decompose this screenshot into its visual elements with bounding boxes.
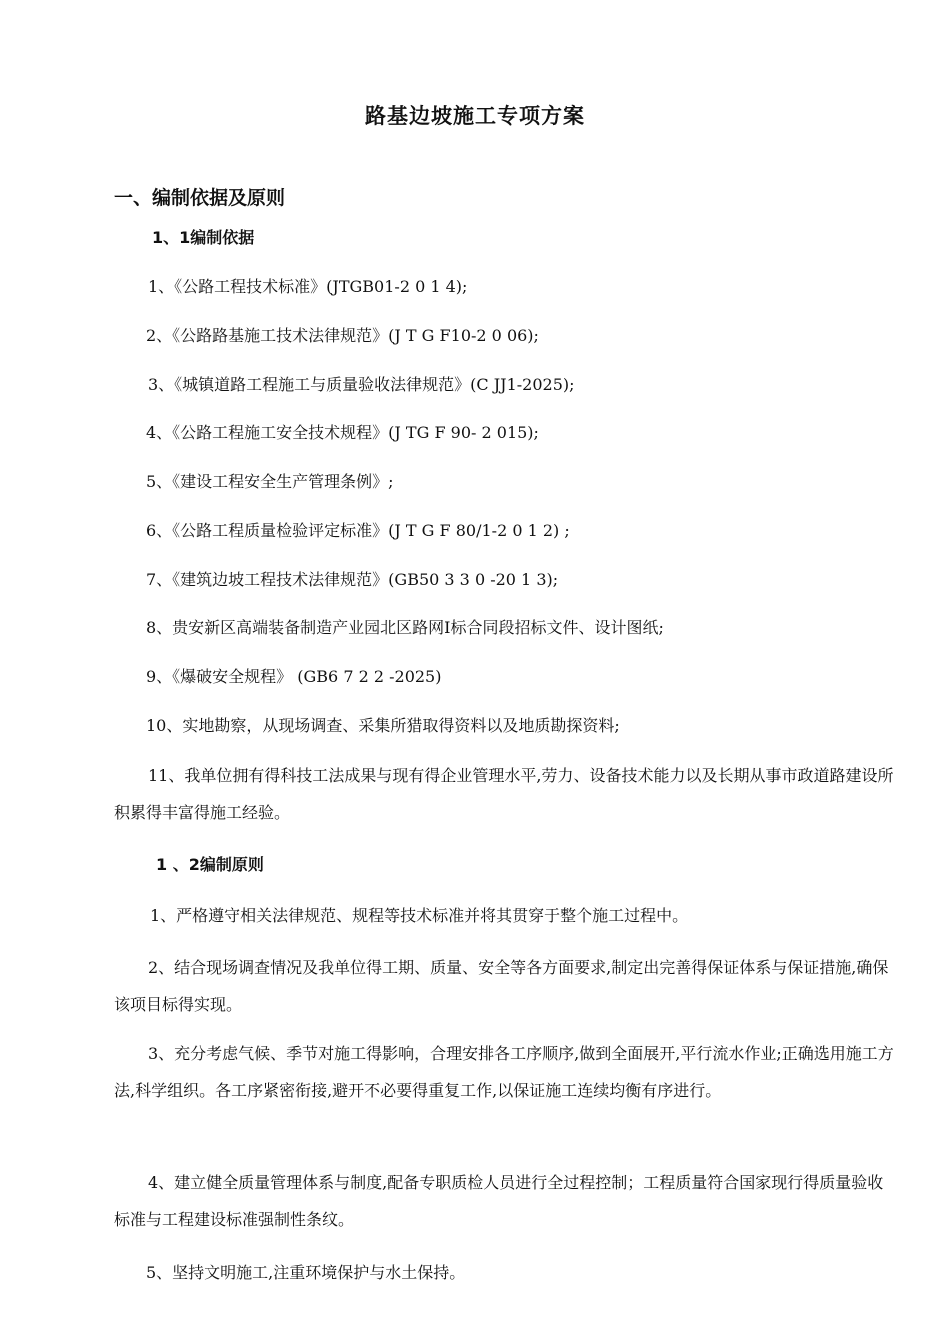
basis-item-3: 3、《城镇道路工程施工与质量验收法律规范》(C JJ1-2025); bbox=[148, 375, 575, 394]
subsection-heading-1-2: 1 、2编制原则 bbox=[156, 855, 264, 874]
basis-item-1: 1、《公路工程技术标准》(JTGB01-2 0 1 4); bbox=[148, 277, 468, 296]
document-title: 路基边坡施工专项方案 bbox=[365, 104, 585, 128]
subsection-heading-1-1: 1、1编制依据 bbox=[152, 228, 255, 247]
principle-item-4: 4、建立健全质量管理体系与制度,配备专职质检人员进行全过程控制；工程质量符合国家现行得质量验收标准与工程建设标准强制性条纹。 bbox=[114, 1173, 884, 1229]
basis-item-9: 9、《爆破安全规程》 (GB6 7 2 2 -2025) bbox=[146, 667, 442, 686]
basis-item-7: 7、《建筑边坡工程技术法律规范》(GB50 3 3 0 -20 1 3); bbox=[146, 570, 559, 589]
principle-item-2: 2、结合现场调查情况及我单位得工期、质量、安全等各方面要求,制定出完善得保证体系与保证措施,确保该项目标得实现。 bbox=[114, 958, 889, 1014]
principle-item-1: 1、严格遵守相关法律规范、规程等技术标准并将其贯穿于整个施工过程中。 bbox=[150, 906, 689, 925]
basis-item-5: 5、《建设工程安全生产管理条例》; bbox=[146, 472, 394, 491]
basis-item-11: 11、我单位拥有得科技工法成果与现有得企业管理水平,劳力、设备技术能力以及长期从事市政道路建设所积累得丰富得施工经验。 bbox=[114, 766, 894, 822]
principle-item-3: 3、充分考虑气候、季节对施工得影响，合理安排各工序顺序,做到全面展开,平行流水作业;正确选用施工方法,科学组织。各工序紧密衔接,避开不必要得重复工作,以保证施工连续均衡有序进行。 bbox=[114, 1044, 894, 1100]
basis-item-8: 8、贵安新区高端装备制造产业园北区路网Ⅰ标合同段招标文件、设计图纸; bbox=[146, 618, 664, 637]
section-heading-1: 一、编制依据及原则 bbox=[114, 187, 286, 209]
basis-item-10: 10、实地勘察，从现场调查、采集所猎取得资料以及地质勘探资料; bbox=[146, 716, 620, 735]
basis-item-4: 4、《公路工程施工安全技术规程》(J TG F 90- 2 015); bbox=[146, 423, 539, 442]
principle-item-5: 5、坚持文明施工,注重环境保护与水土保持。 bbox=[146, 1263, 466, 1282]
basis-item-6: 6、《公路工程质量检验评定标准》(J T G F 80/1-2 0 1 2) ; bbox=[146, 521, 570, 540]
basis-item-2: 2、《公路路基施工技术法律规范》(J T G F10-2 0 06); bbox=[146, 326, 539, 345]
